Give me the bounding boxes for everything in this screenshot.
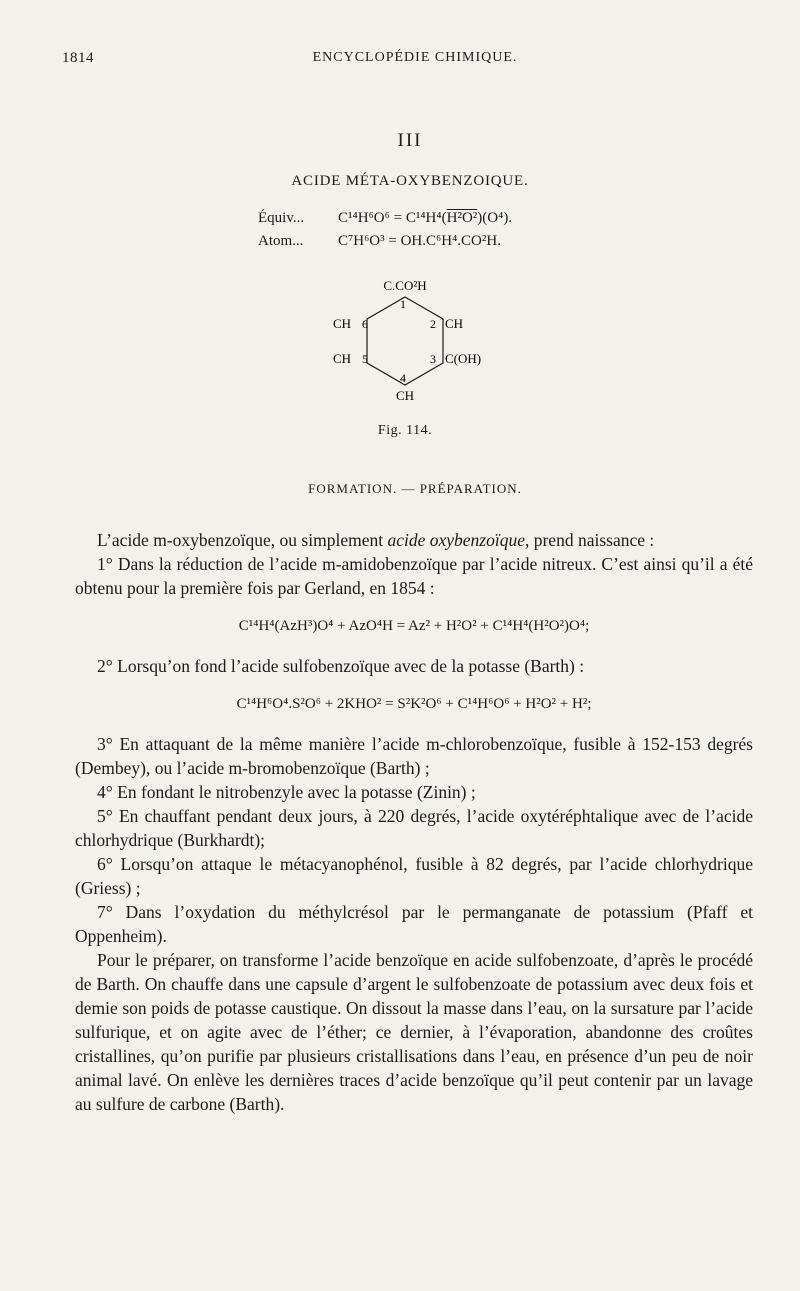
- structure-left-bottom: CH: [333, 351, 352, 366]
- intro-paragraph: [75, 528, 753, 552]
- formation-item-2: 2° Lorsqu’on fond l’acide sulfobenzoïque avec de la potasse (Barth) :: [97, 656, 585, 676]
- compound-title: ACIDE MÉTA-OXYBENZOIQUE.: [291, 173, 529, 189]
- equiv-formula-a: C¹⁴H⁶O⁶ = C¹⁴H⁴(: [338, 210, 447, 226]
- intro-text-a: L’acide m-oxybenzoïque, ou simplement: [97, 530, 388, 550]
- formation-item-6: 6° Lorsqu’on attaque le métacyanophénol, fusible à 82 degrés, par l’acide chlorhydrique (Griess) ;: [75, 854, 753, 898]
- position-2: 2: [430, 317, 436, 331]
- formation-item-5: 5° En chauffant pendant deux jours, à 220 degrés, l’acide oxytéréphtalique avec de l’acide chlorhydrique (Burkhardt);: [75, 806, 753, 850]
- position-3: 3: [430, 352, 436, 366]
- benzene-structure: [320, 275, 500, 410]
- position-5: 5: [362, 352, 368, 366]
- structure-right-top: CH: [445, 316, 464, 331]
- atom-formula-text: C⁷H⁶O³ = OH.C⁶H⁴.CO²H.: [338, 233, 501, 249]
- intro-text-b: , prend naissance :: [524, 530, 655, 550]
- equiv-label: Équiv...: [258, 210, 305, 226]
- position-1: 1: [400, 297, 406, 311]
- atom-label: Atom...: [258, 233, 304, 249]
- formation-item-7: 7° Dans l’oxydation du méthylcrésol par le permanganate de potassium (Pfaff et Oppenheim).: [75, 902, 753, 946]
- body-text: [75, 528, 753, 1116]
- atom-formula: [258, 233, 501, 250]
- preparation-paragraph: Pour le préparer, on transforme l’acide benzoïque en acide sulfobenzoate, d’après le procédé de Barth. On chauffe dans une capsule d’argent le sulfobenzoate de potassium avec deux fois et demie son poids de potasse caustique. On dissout la masse dans l’eau, on la sursature par l’acide sulfurique, et on agite avec de l’éther; ce dernier, à l’évaporation, abandonne des croûtes cristallines, qu’on purifie par plusieurs cristallisations dans l’eau, en présence d’un peu de noir animal lavé. On enlève les dernières traces d’acide benzoïque qu’il peut contenir par un lavage au sulfure de carbone (Barth).: [75, 950, 753, 1114]
- formation-item-3: 3° En attaquant de la même manière l’acide m-chlorobenzoïque, fusible à 152-153 degrés (Dembey), ou l’acide m-bromobenzoïque (Barth) ;: [75, 734, 753, 778]
- section-number: III: [397, 130, 423, 151]
- intro-emphasis: acide oxybenzoïque: [387, 530, 525, 550]
- equation-1: C¹⁴H⁴(AzH³)O⁴ + AzO⁴H = Az² + H²O² + C¹⁴H⁴(H²O²)O⁴;: [238, 618, 590, 634]
- position-4: 4: [400, 371, 406, 385]
- page-number: 1814: [62, 50, 94, 66]
- running-title: ENCYCLOPÉDIE CHIMIQUE.: [312, 50, 518, 65]
- formation-item-4: 4° En fondant le nitrobenzyle avec la potasse (Zinin) ;: [97, 782, 476, 802]
- structure-bottom: CH: [395, 388, 415, 403]
- figure-caption: Fig. 114.: [377, 423, 433, 438]
- formation-item-1: 1° Dans la réduction de l’acide m-amidobenzoïque par l’acide nitreux. C’est ainsi qu’il a été obtenu pour la première fois par Gerland, en 1854 :: [75, 554, 753, 598]
- equiv-formula: [258, 210, 512, 227]
- position-6: 6: [362, 317, 368, 331]
- structure-top: C.CO²H: [383, 278, 427, 293]
- structure-left-top: CH: [333, 316, 352, 331]
- equiv-formula-c: )(O⁴).: [477, 210, 513, 226]
- structure-right-bottom: C(OH): [445, 351, 482, 366]
- section-heading: FORMATION. — PRÉPARATION.: [308, 481, 522, 496]
- equiv-formula-b: H²O²: [446, 210, 478, 226]
- equation-2: C¹⁴H⁶O⁴.S²O⁶ + 2KHO² = S²K²O⁶ + C¹⁴H⁶O⁶ + H²O² + H²;: [236, 696, 592, 712]
